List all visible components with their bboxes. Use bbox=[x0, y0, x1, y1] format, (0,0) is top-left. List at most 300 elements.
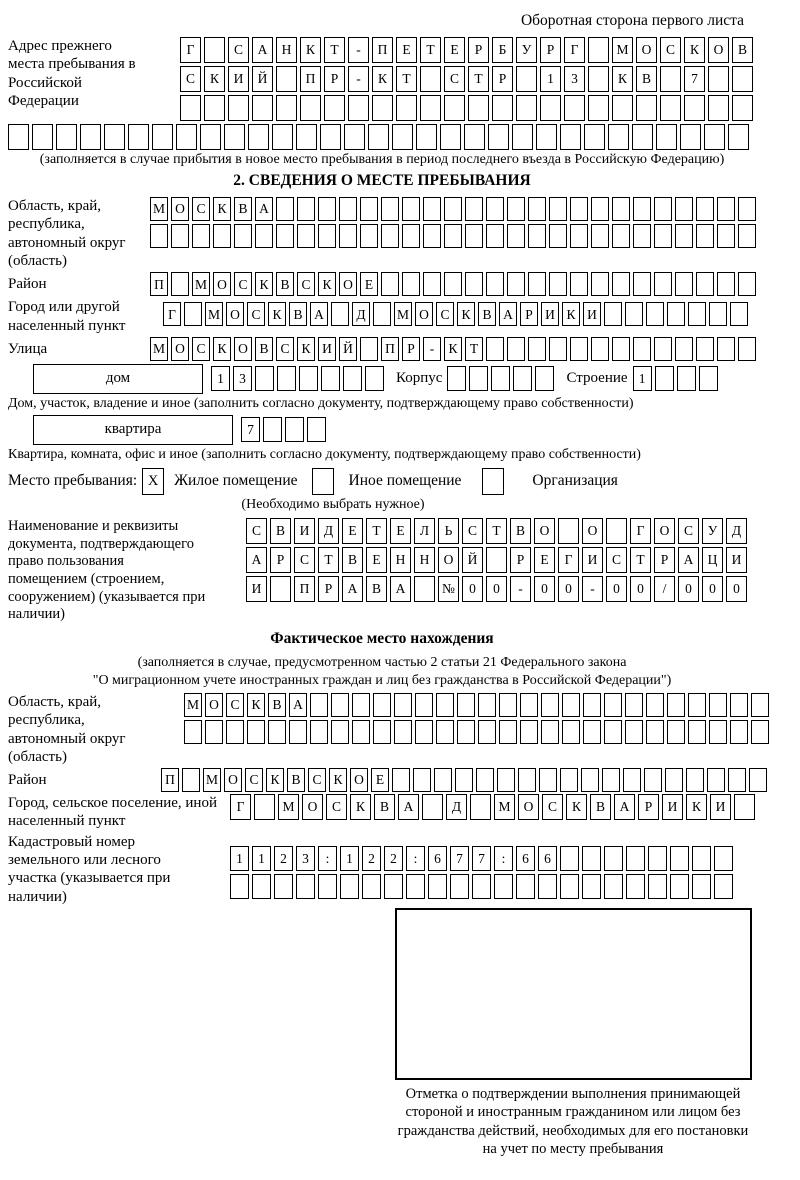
char-box[interactable] bbox=[469, 366, 488, 391]
char-box[interactable]: 7 bbox=[241, 417, 260, 442]
char-box[interactable] bbox=[416, 124, 437, 150]
char-box[interactable]: И bbox=[318, 337, 336, 361]
char-box[interactable] bbox=[670, 874, 689, 899]
char-box[interactable]: К bbox=[268, 302, 286, 326]
char-box[interactable] bbox=[709, 720, 727, 744]
char-box[interactable] bbox=[436, 693, 454, 717]
char-box[interactable] bbox=[468, 95, 489, 121]
char-box[interactable]: П bbox=[294, 576, 315, 602]
char-box[interactable] bbox=[307, 417, 326, 442]
char-box[interactable] bbox=[331, 693, 349, 717]
char-box[interactable] bbox=[184, 720, 202, 744]
char-box[interactable] bbox=[296, 124, 317, 150]
char-box[interactable] bbox=[667, 720, 685, 744]
char-box[interactable] bbox=[507, 272, 525, 296]
char-box[interactable]: Г bbox=[230, 794, 251, 820]
char-box[interactable]: 0 bbox=[630, 576, 651, 602]
char-box[interactable]: К bbox=[247, 693, 265, 717]
char-box[interactable]: Д bbox=[446, 794, 467, 820]
char-box[interactable] bbox=[434, 768, 452, 792]
char-box[interactable]: Р bbox=[468, 37, 489, 63]
char-box[interactable] bbox=[738, 197, 756, 221]
char-box[interactable] bbox=[591, 272, 609, 296]
char-box[interactable] bbox=[488, 124, 509, 150]
char-box[interactable] bbox=[491, 366, 510, 391]
char-box[interactable]: Е bbox=[396, 37, 417, 63]
char-box[interactable]: Т bbox=[465, 337, 483, 361]
char-box[interactable] bbox=[310, 693, 328, 717]
char-box[interactable] bbox=[512, 124, 533, 150]
char-box[interactable] bbox=[549, 337, 567, 361]
char-box[interactable] bbox=[494, 874, 513, 899]
char-box[interactable] bbox=[204, 37, 225, 63]
char-box[interactable] bbox=[362, 874, 381, 899]
char-box[interactable] bbox=[581, 768, 599, 792]
char-box[interactable] bbox=[270, 576, 291, 602]
char-box[interactable] bbox=[660, 66, 681, 92]
char-box[interactable]: О bbox=[213, 272, 231, 296]
char-box[interactable]: К bbox=[213, 337, 231, 361]
char-box[interactable]: Й bbox=[339, 337, 357, 361]
char-box[interactable] bbox=[447, 366, 466, 391]
char-box[interactable] bbox=[516, 66, 537, 92]
char-box[interactable]: С bbox=[192, 197, 210, 221]
char-box[interactable]: Б bbox=[492, 37, 513, 63]
char-box[interactable]: К bbox=[684, 37, 705, 63]
char-box[interactable]: М bbox=[150, 197, 168, 221]
char-box[interactable]: Е bbox=[371, 768, 389, 792]
char-box[interactable] bbox=[696, 224, 714, 248]
char-box[interactable]: 1 bbox=[252, 846, 271, 871]
char-box[interactable] bbox=[667, 302, 685, 326]
char-box[interactable] bbox=[730, 302, 748, 326]
char-box[interactable] bbox=[56, 124, 77, 150]
char-box[interactable]: С bbox=[462, 518, 483, 544]
char-box[interactable]: К bbox=[318, 272, 336, 296]
char-box[interactable] bbox=[751, 693, 769, 717]
char-box[interactable] bbox=[320, 124, 341, 150]
char-box[interactable]: Р bbox=[540, 37, 561, 63]
char-box[interactable]: 2 bbox=[384, 846, 403, 871]
char-box[interactable] bbox=[675, 337, 693, 361]
char-box[interactable] bbox=[560, 874, 579, 899]
char-box[interactable] bbox=[321, 366, 340, 391]
char-box[interactable] bbox=[318, 874, 337, 899]
char-box[interactable] bbox=[104, 124, 125, 150]
char-box[interactable]: О bbox=[654, 518, 675, 544]
char-box[interactable] bbox=[276, 66, 297, 92]
char-box[interactable]: К bbox=[329, 768, 347, 792]
char-box[interactable] bbox=[213, 224, 231, 248]
char-box[interactable] bbox=[528, 197, 546, 221]
char-box[interactable] bbox=[604, 693, 622, 717]
char-box[interactable]: И bbox=[710, 794, 731, 820]
char-box[interactable] bbox=[633, 224, 651, 248]
char-box[interactable]: В bbox=[732, 37, 753, 63]
char-box[interactable]: Р bbox=[324, 66, 345, 92]
char-box[interactable] bbox=[32, 124, 53, 150]
char-box[interactable] bbox=[560, 124, 581, 150]
char-box[interactable] bbox=[396, 95, 417, 121]
char-box[interactable] bbox=[440, 124, 461, 150]
char-box[interactable] bbox=[360, 337, 378, 361]
char-box[interactable]: К bbox=[686, 794, 707, 820]
char-box[interactable]: 1 bbox=[230, 846, 249, 871]
char-box[interactable] bbox=[276, 224, 294, 248]
char-box[interactable]: М bbox=[192, 272, 210, 296]
char-box[interactable]: С bbox=[606, 547, 627, 573]
char-box[interactable] bbox=[667, 693, 685, 717]
char-box[interactable] bbox=[588, 66, 609, 92]
char-box[interactable] bbox=[254, 794, 275, 820]
char-box[interactable] bbox=[738, 337, 756, 361]
char-box[interactable]: С bbox=[246, 518, 267, 544]
char-box[interactable] bbox=[497, 768, 515, 792]
char-box[interactable] bbox=[604, 846, 623, 871]
char-box[interactable]: И bbox=[662, 794, 683, 820]
char-box[interactable]: Г bbox=[180, 37, 201, 63]
char-box[interactable] bbox=[499, 693, 517, 717]
char-box[interactable] bbox=[486, 197, 504, 221]
char-box[interactable] bbox=[675, 224, 693, 248]
char-box[interactable] bbox=[486, 224, 504, 248]
char-box[interactable]: 0 bbox=[486, 576, 507, 602]
char-box[interactable] bbox=[717, 224, 735, 248]
char-box[interactable]: О bbox=[534, 518, 555, 544]
char-box[interactable] bbox=[520, 720, 538, 744]
char-box[interactable] bbox=[352, 720, 370, 744]
char-box[interactable] bbox=[310, 720, 328, 744]
char-box[interactable]: И bbox=[583, 302, 601, 326]
char-box[interactable]: Р bbox=[318, 576, 339, 602]
char-box[interactable] bbox=[717, 272, 735, 296]
char-box[interactable]: А bbox=[678, 547, 699, 573]
char-box[interactable] bbox=[300, 95, 321, 121]
char-box[interactable] bbox=[583, 693, 601, 717]
char-box[interactable] bbox=[538, 874, 557, 899]
char-box[interactable] bbox=[570, 337, 588, 361]
char-box[interactable]: С bbox=[226, 693, 244, 717]
char-box[interactable] bbox=[486, 547, 507, 573]
char-box[interactable]: С bbox=[180, 66, 201, 92]
char-box[interactable] bbox=[646, 693, 664, 717]
char-box[interactable] bbox=[709, 302, 727, 326]
char-box[interactable] bbox=[582, 874, 601, 899]
char-box[interactable] bbox=[714, 874, 733, 899]
char-box[interactable]: С bbox=[245, 768, 263, 792]
char-box[interactable]: Р bbox=[510, 547, 531, 573]
char-box[interactable] bbox=[528, 272, 546, 296]
char-box[interactable] bbox=[277, 366, 296, 391]
char-box[interactable]: Г bbox=[630, 518, 651, 544]
char-box[interactable] bbox=[180, 95, 201, 121]
char-box[interactable]: П bbox=[150, 272, 168, 296]
char-box[interactable] bbox=[688, 693, 706, 717]
char-box[interactable] bbox=[171, 272, 189, 296]
char-box[interactable]: О bbox=[636, 37, 657, 63]
char-box[interactable] bbox=[528, 337, 546, 361]
char-box[interactable] bbox=[612, 95, 633, 121]
char-box[interactable] bbox=[708, 66, 729, 92]
char-box[interactable] bbox=[486, 272, 504, 296]
char-box[interactable]: А bbox=[390, 576, 411, 602]
char-box[interactable] bbox=[536, 124, 557, 150]
char-box[interactable] bbox=[728, 124, 749, 150]
char-box[interactable] bbox=[465, 224, 483, 248]
char-box[interactable] bbox=[751, 720, 769, 744]
char-box[interactable]: С bbox=[436, 302, 454, 326]
char-box[interactable] bbox=[688, 302, 706, 326]
char-box[interactable] bbox=[324, 95, 345, 121]
char-box[interactable] bbox=[540, 95, 561, 121]
char-box[interactable] bbox=[499, 720, 517, 744]
char-box[interactable]: А bbox=[310, 302, 328, 326]
char-box[interactable] bbox=[247, 720, 265, 744]
char-box[interactable]: 1 bbox=[540, 66, 561, 92]
char-box[interactable]: В bbox=[270, 518, 291, 544]
char-box[interactable]: Т bbox=[396, 66, 417, 92]
char-box[interactable] bbox=[696, 197, 714, 221]
char-box[interactable] bbox=[625, 720, 643, 744]
char-box[interactable] bbox=[708, 95, 729, 121]
char-box[interactable]: К bbox=[213, 197, 231, 221]
char-box[interactable]: М bbox=[394, 302, 412, 326]
char-box[interactable]: У bbox=[516, 37, 537, 63]
char-box[interactable] bbox=[730, 693, 748, 717]
char-box[interactable]: 0 bbox=[534, 576, 555, 602]
char-box[interactable]: К bbox=[297, 337, 315, 361]
char-box[interactable] bbox=[646, 302, 664, 326]
char-box[interactable]: 2 bbox=[362, 846, 381, 871]
char-box[interactable] bbox=[684, 95, 705, 121]
char-box[interactable]: К bbox=[457, 302, 475, 326]
char-box[interactable]: 0 bbox=[558, 576, 579, 602]
char-box[interactable]: И bbox=[541, 302, 559, 326]
char-box[interactable]: 0 bbox=[462, 576, 483, 602]
char-box[interactable] bbox=[444, 272, 462, 296]
char-box[interactable]: К bbox=[204, 66, 225, 92]
char-box[interactable] bbox=[604, 874, 623, 899]
char-box[interactable] bbox=[457, 693, 475, 717]
char-box[interactable]: С bbox=[326, 794, 347, 820]
char-box[interactable] bbox=[478, 693, 496, 717]
char-box[interactable] bbox=[696, 272, 714, 296]
char-box[interactable] bbox=[152, 124, 173, 150]
char-box[interactable] bbox=[402, 272, 420, 296]
char-box[interactable]: В bbox=[289, 302, 307, 326]
char-box[interactable]: : bbox=[406, 846, 425, 871]
char-box[interactable] bbox=[392, 768, 410, 792]
char-box[interactable] bbox=[272, 124, 293, 150]
char-box[interactable]: 1 bbox=[211, 366, 230, 391]
char-box[interactable] bbox=[654, 272, 672, 296]
char-box[interactable]: Е bbox=[366, 547, 387, 573]
char-box[interactable] bbox=[692, 846, 711, 871]
char-box[interactable] bbox=[80, 124, 101, 150]
char-box[interactable] bbox=[612, 224, 630, 248]
char-box[interactable] bbox=[728, 768, 746, 792]
char-box[interactable] bbox=[625, 302, 643, 326]
char-box[interactable]: К bbox=[300, 37, 321, 63]
char-box[interactable] bbox=[704, 124, 725, 150]
char-box[interactable] bbox=[285, 417, 304, 442]
char-box[interactable] bbox=[255, 224, 273, 248]
char-box[interactable] bbox=[296, 874, 315, 899]
char-box[interactable] bbox=[541, 720, 559, 744]
char-box[interactable]: Д bbox=[318, 518, 339, 544]
char-box[interactable] bbox=[612, 337, 630, 361]
char-box[interactable] bbox=[252, 95, 273, 121]
char-box[interactable]: М bbox=[494, 794, 515, 820]
char-box[interactable]: В bbox=[342, 547, 363, 573]
char-box[interactable] bbox=[507, 224, 525, 248]
char-box[interactable]: : bbox=[494, 846, 513, 871]
char-box[interactable] bbox=[564, 95, 585, 121]
char-box[interactable]: А bbox=[289, 693, 307, 717]
char-box[interactable] bbox=[549, 272, 567, 296]
char-box[interactable]: 0 bbox=[678, 576, 699, 602]
char-box[interactable] bbox=[348, 95, 369, 121]
char-box[interactable] bbox=[318, 197, 336, 221]
char-box[interactable]: В bbox=[510, 518, 531, 544]
char-box[interactable]: А bbox=[398, 794, 419, 820]
char-box[interactable] bbox=[415, 720, 433, 744]
char-box[interactable] bbox=[549, 197, 567, 221]
char-box[interactable]: И bbox=[246, 576, 267, 602]
char-box[interactable] bbox=[535, 366, 554, 391]
char-box[interactable] bbox=[582, 846, 601, 871]
char-box[interactable] bbox=[318, 224, 336, 248]
char-box[interactable] bbox=[444, 95, 465, 121]
char-box[interactable]: О bbox=[302, 794, 323, 820]
char-box[interactable] bbox=[633, 272, 651, 296]
char-box[interactable] bbox=[228, 95, 249, 121]
char-box[interactable] bbox=[344, 124, 365, 150]
char-box[interactable]: О bbox=[171, 197, 189, 221]
char-box[interactable] bbox=[455, 768, 473, 792]
char-box[interactable] bbox=[560, 846, 579, 871]
char-box[interactable]: А bbox=[614, 794, 635, 820]
char-box[interactable] bbox=[423, 224, 441, 248]
char-box[interactable]: О bbox=[350, 768, 368, 792]
char-box[interactable] bbox=[686, 768, 704, 792]
char-box[interactable] bbox=[339, 224, 357, 248]
char-box[interactable] bbox=[423, 197, 441, 221]
char-box[interactable] bbox=[268, 720, 286, 744]
char-box[interactable]: О bbox=[415, 302, 433, 326]
char-box[interactable]: С bbox=[678, 518, 699, 544]
char-box[interactable] bbox=[381, 197, 399, 221]
char-box[interactable] bbox=[402, 224, 420, 248]
char-box[interactable] bbox=[299, 366, 318, 391]
char-box[interactable] bbox=[472, 874, 491, 899]
char-box[interactable] bbox=[200, 124, 221, 150]
char-box[interactable]: Р bbox=[402, 337, 420, 361]
char-box[interactable] bbox=[562, 720, 580, 744]
char-box[interactable]: - bbox=[348, 37, 369, 63]
char-box[interactable] bbox=[492, 95, 513, 121]
char-box[interactable] bbox=[436, 720, 454, 744]
char-box[interactable] bbox=[717, 197, 735, 221]
char-box[interactable] bbox=[176, 124, 197, 150]
char-box[interactable]: Р bbox=[638, 794, 659, 820]
char-box[interactable]: Ь bbox=[438, 518, 459, 544]
char-box[interactable]: 1 bbox=[340, 846, 359, 871]
char-box[interactable]: Ц bbox=[702, 547, 723, 573]
char-box[interactable] bbox=[486, 337, 504, 361]
char-box[interactable] bbox=[372, 95, 393, 121]
char-box[interactable] bbox=[660, 95, 681, 121]
char-box[interactable]: О bbox=[582, 518, 603, 544]
char-box[interactable] bbox=[276, 95, 297, 121]
char-box[interactable]: В bbox=[374, 794, 395, 820]
char-box[interactable]: В bbox=[234, 197, 252, 221]
char-box[interactable] bbox=[381, 224, 399, 248]
char-box[interactable] bbox=[423, 272, 441, 296]
char-box[interactable]: О bbox=[234, 337, 252, 361]
char-box[interactable]: К bbox=[566, 794, 587, 820]
char-box[interactable] bbox=[394, 720, 412, 744]
char-box[interactable] bbox=[654, 337, 672, 361]
char-box[interactable]: К bbox=[372, 66, 393, 92]
char-box[interactable] bbox=[604, 720, 622, 744]
char-box[interactable] bbox=[699, 366, 718, 391]
char-box[interactable]: О bbox=[339, 272, 357, 296]
char-box[interactable]: Т bbox=[366, 518, 387, 544]
char-box[interactable]: В bbox=[276, 272, 294, 296]
char-box[interactable] bbox=[665, 768, 683, 792]
char-box[interactable] bbox=[224, 124, 245, 150]
char-box[interactable]: И bbox=[294, 518, 315, 544]
char-box[interactable] bbox=[513, 366, 532, 391]
char-box[interactable]: - bbox=[582, 576, 603, 602]
char-box[interactable]: Й bbox=[462, 547, 483, 573]
char-box[interactable]: 0 bbox=[702, 576, 723, 602]
char-box[interactable] bbox=[184, 302, 202, 326]
char-box[interactable] bbox=[608, 124, 629, 150]
char-box[interactable] bbox=[381, 272, 399, 296]
char-box[interactable] bbox=[394, 693, 412, 717]
char-box[interactable]: П bbox=[381, 337, 399, 361]
char-box[interactable] bbox=[343, 366, 362, 391]
char-box[interactable] bbox=[516, 874, 535, 899]
char-box[interactable]: Г bbox=[163, 302, 181, 326]
char-box[interactable]: 7 bbox=[472, 846, 491, 871]
char-box[interactable]: А bbox=[252, 37, 273, 63]
char-box[interactable]: А bbox=[255, 197, 273, 221]
char-box[interactable] bbox=[612, 272, 630, 296]
char-box[interactable] bbox=[633, 337, 651, 361]
char-box[interactable]: С bbox=[444, 66, 465, 92]
char-box[interactable] bbox=[675, 272, 693, 296]
char-box[interactable]: И bbox=[582, 547, 603, 573]
char-box[interactable]: А bbox=[499, 302, 517, 326]
char-box[interactable] bbox=[655, 366, 674, 391]
char-box[interactable] bbox=[331, 302, 349, 326]
char-box[interactable]: П bbox=[300, 66, 321, 92]
char-box[interactable] bbox=[636, 95, 657, 121]
char-box[interactable]: Н bbox=[414, 547, 435, 573]
char-box[interactable] bbox=[588, 95, 609, 121]
char-box[interactable] bbox=[591, 197, 609, 221]
char-box[interactable]: О bbox=[518, 794, 539, 820]
char-box[interactable] bbox=[692, 874, 711, 899]
char-box[interactable] bbox=[331, 720, 349, 744]
char-box[interactable] bbox=[413, 768, 431, 792]
char-box[interactable] bbox=[297, 224, 315, 248]
char-box[interactable]: В bbox=[590, 794, 611, 820]
char-box[interactable]: В bbox=[255, 337, 273, 361]
